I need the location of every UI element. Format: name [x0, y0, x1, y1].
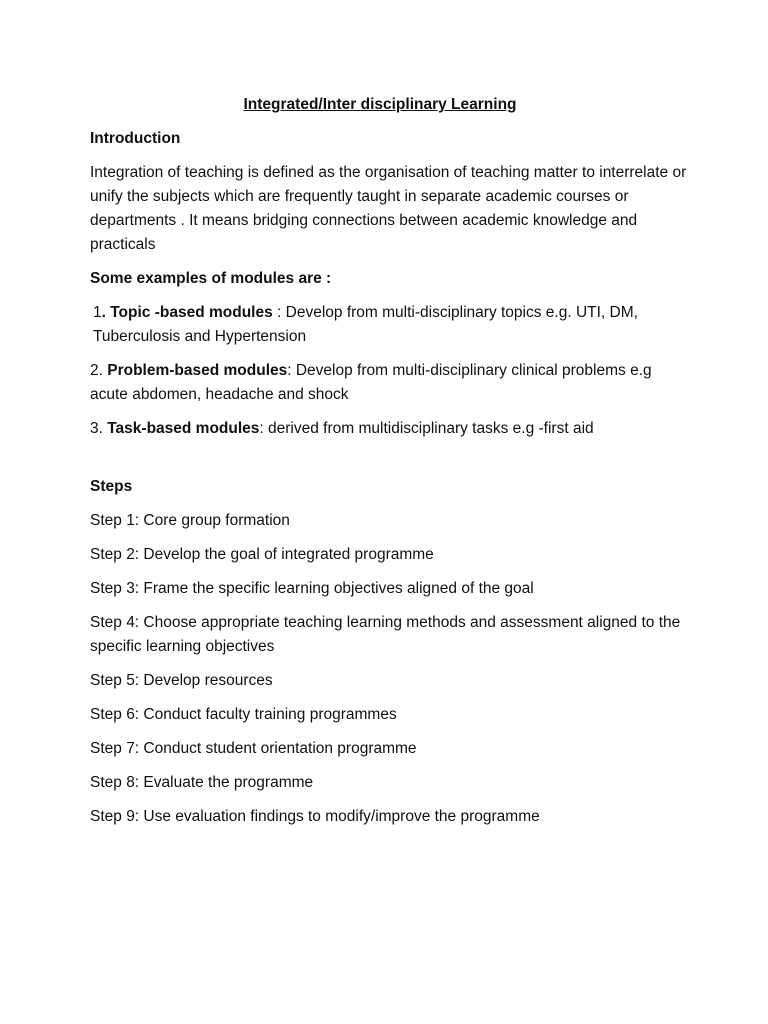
- module-name: Task-based modules: [107, 420, 260, 437]
- module-description: : derived from multidisciplinary tasks e.g -first aid: [259, 420, 594, 437]
- step-item: Step 7: Conduct student orientation programme: [90, 740, 417, 757]
- module-item-task: [90, 417, 690, 441]
- introduction-heading: Introduction: [90, 130, 181, 147]
- steps-heading: Steps: [90, 478, 133, 495]
- step-item: Step 2: Develop the goal of integrated programme: [90, 546, 434, 563]
- step-item: Step 1: Core group formation: [90, 512, 290, 529]
- step-item: Step 8: Evaluate the programme: [90, 774, 314, 791]
- module-description: : Develop from multi-disciplinary clinical problems e.g acute abdomen, headache and shock: [90, 362, 652, 403]
- module-name: Problem-based modules: [107, 362, 288, 379]
- step-item: Step 5: Develop resources: [90, 672, 273, 689]
- module-item-problem: [90, 359, 690, 407]
- step-item: Step 4: Choose appropriate teaching learning methods and assessment aligned to the specific learning objectives: [90, 614, 681, 655]
- document-page: [90, 93, 690, 839]
- module-number: 2.: [90, 362, 108, 379]
- module-item-topic: [90, 301, 690, 349]
- module-number: 1: [93, 304, 102, 321]
- step-item: Step 3: Frame the specific learning objectives aligned of the goal: [90, 580, 534, 597]
- introduction-paragraph: Integration of teaching is defined as the organisation of teaching matter to interrelate or unify the subjects which are frequently taught in separate academic courses or departments . It means bridging connections between academic knowledge and practicals: [90, 164, 687, 253]
- step-item: Step 9: Use evaluation findings to modify/improve the programme: [90, 808, 540, 825]
- module-number: 3.: [90, 420, 108, 437]
- examples-heading: Some examples of modules are :: [90, 270, 332, 287]
- module-description: : Develop from multi-disciplinary topics e.g. UTI, DM, Tuberculosis and Hypertension: [93, 304, 638, 345]
- document-title: Integrated/Inter disciplinary Learning: [243, 96, 517, 113]
- module-name: . Topic -based modules: [101, 304, 273, 321]
- step-item: Step 6: Conduct faculty training programmes: [90, 706, 397, 723]
